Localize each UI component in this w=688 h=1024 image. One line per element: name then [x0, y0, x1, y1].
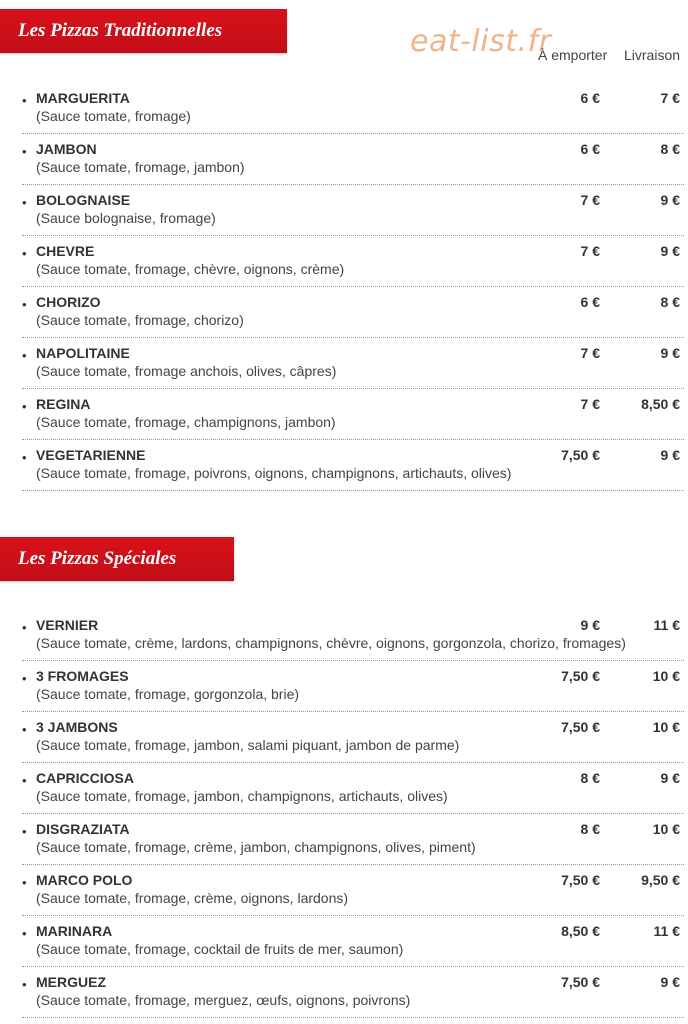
price-livraison: 7 € [660, 90, 680, 106]
pizza-name: VEGETARIENNE [36, 447, 146, 463]
menu-item [22, 661, 684, 712]
bullet-icon: • [22, 671, 27, 686]
price-livraison: 11 € [653, 617, 680, 633]
pizza-name: MARGUERITA [36, 90, 130, 106]
price-livraison: 9 € [660, 447, 680, 463]
pizza-name: 3 JAMBONS [36, 719, 118, 735]
pizza-ingredients: (Sauce tomate, fromage, chèvre, oignons, crème) [36, 261, 345, 277]
price-emporter: 7 € [580, 396, 600, 412]
menu-item [22, 236, 684, 287]
bullet-icon: • [22, 875, 27, 890]
pizza-ingredients: (Sauce tomate, fromage, crème, oignons, lardons) [36, 890, 349, 906]
price-emporter: 7,50 € [561, 872, 600, 888]
price-emporter: 7 € [580, 345, 600, 361]
price-livraison: 9 € [660, 974, 680, 990]
bullet-icon: • [22, 450, 27, 465]
pizza-name: CHEVRE [36, 243, 95, 259]
pizza-ingredients: (Sauce tomate, fromage, jambon, champignons, artichauts, olives) [36, 788, 448, 804]
price-emporter: 7,50 € [561, 447, 600, 463]
pizza-ingredients: (Sauce tomate, crème, lardons, champignons, chèvre, oignons, gorgonzola, chorizo, fromages) [36, 635, 626, 651]
menu-item [22, 338, 684, 389]
bullet-icon: • [22, 144, 27, 159]
pizza-name: VERNIER [36, 617, 99, 633]
pizza-ingredients: (Sauce tomate, fromage, merguez, œufs, oignons, poivrons) [36, 992, 411, 1008]
pizza-ingredients: (Sauce tomate, fromage, crème, jambon, champignons, olives, piment) [36, 839, 476, 855]
price-livraison: 9 € [660, 345, 680, 361]
pizza-ingredients: (Sauce tomate, fromage, champignons, jambon) [36, 414, 336, 430]
price-emporter: 8 € [580, 821, 600, 837]
bullet-icon: • [22, 926, 27, 941]
price-emporter: 7,50 € [561, 719, 600, 735]
price-emporter: 7,50 € [561, 668, 600, 684]
menu-list-speciales [0, 610, 688, 1018]
price-emporter: 6 € [580, 141, 600, 157]
menu-item [22, 763, 684, 814]
bullet-icon: • [22, 773, 27, 788]
price-livraison: 9 € [660, 192, 680, 208]
menu-item [22, 83, 684, 134]
pizza-name: DISGRAZIATA [36, 821, 130, 837]
bullet-icon: • [22, 195, 27, 210]
price-livraison: 10 € [652, 821, 680, 837]
pizza-ingredients: (Sauce tomate, fromage, jambon) [36, 159, 245, 175]
price-emporter: 8 € [580, 770, 600, 786]
pizza-name: CHORIZO [36, 294, 101, 310]
pizza-ingredients: (Sauce tomate, fromage) [36, 108, 191, 124]
price-emporter: 6 € [580, 294, 600, 310]
pizza-name: MARCO POLO [36, 872, 133, 888]
pizza-ingredients: (Sauce tomate, fromage, cocktail de fruits de mer, saumon) [36, 941, 404, 957]
price-livraison: 11 € [653, 923, 680, 939]
price-livraison: 8 € [660, 294, 680, 310]
menu-item [22, 814, 684, 865]
price-livraison: 9 € [660, 770, 680, 786]
price-livraison: 8 € [660, 141, 680, 157]
menu-item [22, 916, 684, 967]
price-emporter: 7 € [580, 243, 600, 259]
pizza-ingredients: (Sauce tomate, fromage, jambon, salami piquant, jambon de parme) [36, 737, 460, 753]
price-livraison: 9 € [660, 243, 680, 259]
bullet-icon: • [22, 297, 27, 312]
pizza-name: JAMBON [36, 141, 97, 157]
column-header-livraison: Livraison [624, 47, 681, 63]
pizza-ingredients: (Sauce tomate, fromage, chorizo) [36, 312, 244, 328]
pizza-name: MARINARA [36, 923, 113, 939]
menu-item [22, 389, 684, 440]
price-livraison: 9,50 € [641, 872, 680, 888]
section-title-speciales: Les Pizzas Spéciales [0, 537, 234, 581]
menu-item [22, 967, 684, 1018]
menu-item [22, 712, 684, 763]
menu-item [22, 440, 684, 491]
price-emporter: 8,50 € [561, 923, 600, 939]
pizza-name: MERGUEZ [36, 974, 106, 990]
price-livraison: 10 € [652, 668, 680, 684]
menu-item [22, 185, 684, 236]
pizza-ingredients: (Sauce tomate, fromage anchois, olives, câpres) [36, 363, 337, 379]
bullet-icon: • [22, 348, 27, 363]
price-emporter: 9 € [580, 617, 600, 633]
bullet-icon: • [22, 824, 27, 839]
pizza-name: NAPOLITAINE [36, 345, 130, 361]
pizza-name: REGINA [36, 396, 91, 412]
price-emporter: 6 € [580, 90, 600, 106]
pizza-name: 3 FROMAGES [36, 668, 129, 684]
menu-item [22, 865, 684, 916]
bullet-icon: • [22, 722, 27, 737]
price-emporter: 7 € [580, 192, 600, 208]
menu-item [22, 287, 684, 338]
price-livraison: 10 € [652, 719, 680, 735]
column-header-emporter: À emporter [538, 47, 608, 63]
price-emporter: 7,50 € [561, 974, 600, 990]
watermark-logo: eat-list.fr [410, 24, 552, 59]
pizza-ingredients: (Sauce bolognaise, fromage) [36, 210, 216, 226]
menu-list-traditionnelles [0, 83, 688, 491]
bullet-icon: • [22, 977, 27, 992]
price-livraison: 8,50 € [641, 396, 680, 412]
bullet-icon: • [22, 93, 27, 108]
menu-item [22, 610, 684, 661]
pizza-name: CAPRICCIOSA [36, 770, 135, 786]
pizza-ingredients: (Sauce tomate, fromage, poivrons, oignons, champignons, artichauts, olives) [36, 465, 512, 481]
bullet-icon: • [22, 620, 27, 635]
section-title-traditionnelles: Les Pizzas Traditionnelles [0, 9, 287, 53]
bullet-icon: • [22, 246, 27, 261]
pizza-name: BOLOGNAISE [36, 192, 131, 208]
pizza-ingredients: (Sauce tomate, fromage, gorgonzola, brie) [36, 686, 300, 702]
menu-item [22, 134, 684, 185]
bullet-icon: • [22, 399, 27, 414]
